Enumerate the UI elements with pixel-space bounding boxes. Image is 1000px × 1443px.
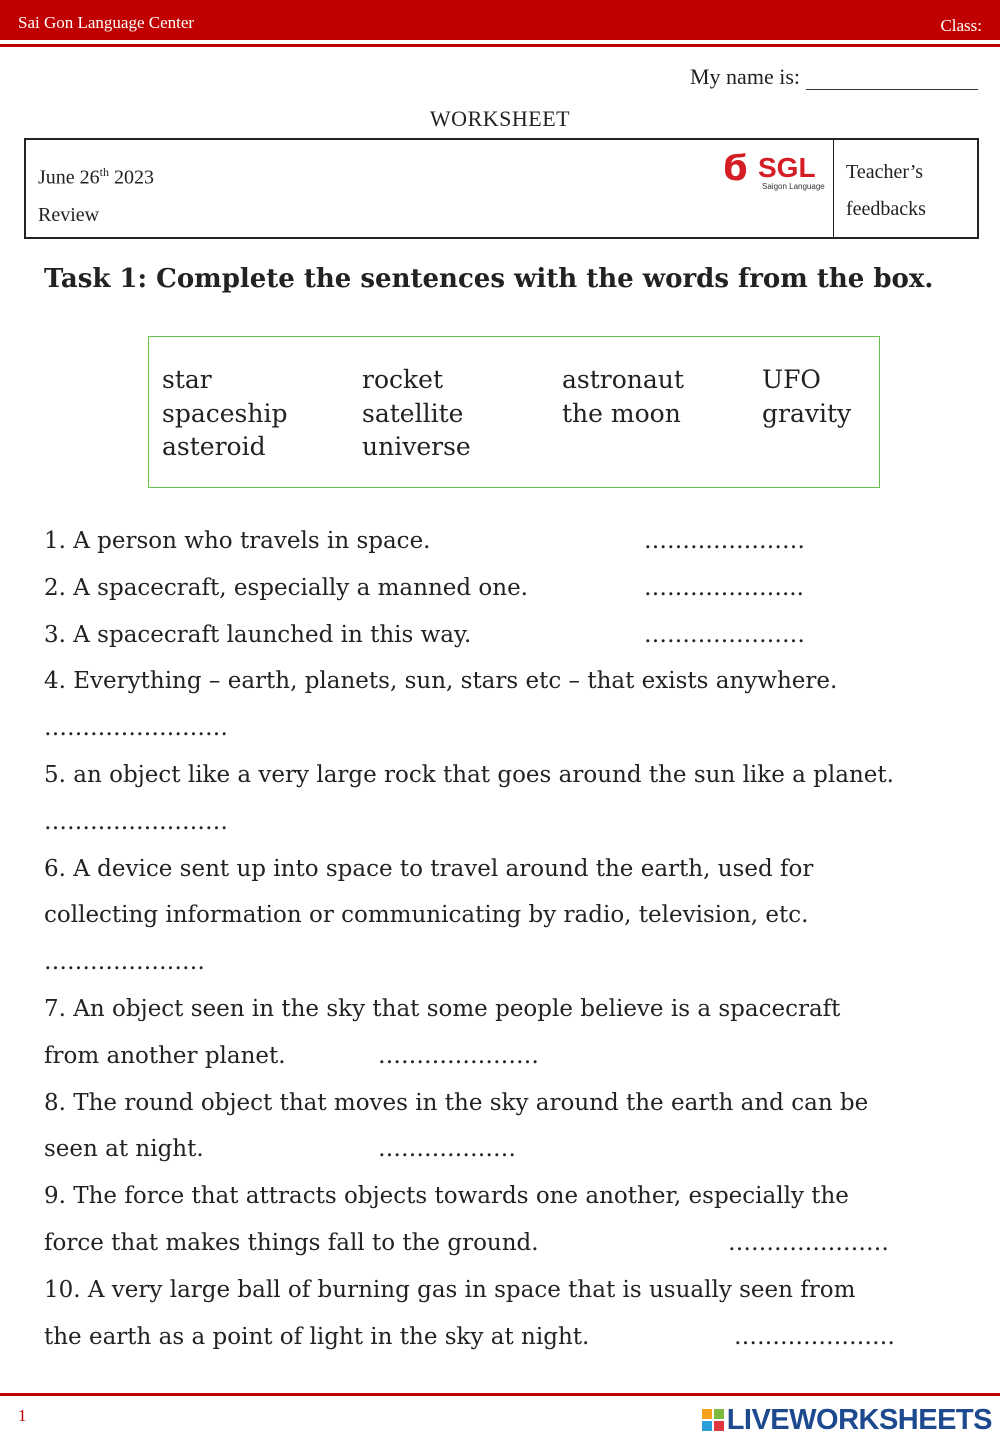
feedback-divider (833, 140, 834, 237)
class-label: Class: (940, 16, 982, 35)
sgl-logo-icon: ϭ (722, 148, 748, 189)
word: the moon (562, 398, 681, 428)
header-divider (0, 44, 1000, 47)
question-line: 6. A device sent up into space to travel around the earth, used for (44, 855, 814, 882)
question-line: the earth as a point of light in the sky at night. ………………… (44, 1314, 974, 1361)
sgl-logo: ϭ SGL Saigon Language (722, 148, 825, 191)
answer-blank[interactable]: ………………… (734, 1323, 895, 1350)
word: asteroid (162, 432, 266, 461)
question-line: 7. An object seen in the sky that some people believe is a spacecraft (44, 995, 841, 1022)
word: spaceship (162, 398, 288, 428)
page-number: 1 (18, 1406, 27, 1425)
question-line: 5. an object like a very large rock that goes around the sun like a planet. (44, 761, 894, 788)
answer-blank[interactable]: ……………… (378, 1136, 516, 1163)
teacher-feedback: Teacher’s feedbacks (846, 161, 926, 220)
word: star (162, 365, 212, 394)
answer-blank[interactable]: ………………… (728, 1229, 889, 1256)
word: satellite (362, 398, 464, 428)
date: June 26th 2023 (38, 165, 155, 189)
word: UFO (762, 365, 821, 394)
word: universe (362, 432, 471, 461)
name-blank[interactable] (806, 69, 978, 90)
worksheet-title: WORKSHEET (429, 106, 571, 131)
answer-blank[interactable]: ………………… (644, 621, 805, 648)
question-line: 1. A person who travels in space. ………………… (44, 518, 974, 565)
question-line: 9. The force that attracts objects towards one another, especially the (44, 1183, 849, 1210)
answer-blank[interactable]: ………………… (44, 949, 205, 976)
info-box (24, 138, 979, 239)
name-label: My name is: (690, 64, 800, 89)
question-line: force that makes things fall to the ground. ………………… (44, 1220, 974, 1267)
topic: Review (38, 203, 100, 226)
question-line: 10. A very large ball of burning gas in space that is usually seen from (44, 1276, 856, 1303)
question-line: 8. The round object that moves in the sky around the earth and can be (44, 1089, 869, 1116)
word-box (148, 336, 880, 488)
question-line: seen at night. ……………… (44, 1126, 974, 1173)
answer-blank[interactable]: …………………… (44, 808, 228, 835)
word-grid (162, 363, 882, 464)
word: astronaut (562, 365, 684, 394)
question-line: collecting information or communicating by radio, television, etc. (44, 902, 809, 929)
center-name: Sai Gon Language Center (18, 13, 195, 32)
word: rocket (362, 365, 443, 394)
answer-blank[interactable]: ………………… (644, 528, 805, 554)
footer-divider (0, 1393, 1000, 1396)
answer-blank[interactable]: ………………... (644, 574, 804, 601)
date-topic (38, 154, 154, 234)
name-row (690, 64, 978, 90)
question-line: 3. A spacecraft launched in this way. ………………… (44, 612, 974, 659)
answer-blank[interactable]: ………………… (378, 1042, 539, 1069)
liveworksheets-logo[interactable]: LIVEWORKSHEETS (702, 1404, 992, 1437)
question-line: 2. A spacecraft, especially a manned one. ………………... (44, 565, 974, 612)
question-line: 4. Everything – earth, planets, sun, stars etc – that exists anywhere. (44, 668, 838, 695)
question-line: from another planet. ………………… (44, 1033, 974, 1080)
answer-blank[interactable]: …………………… (44, 715, 228, 742)
word: gravity (762, 398, 852, 428)
liveworksheets-icon (702, 1409, 724, 1431)
question-list (44, 518, 974, 1360)
header-bar (0, 0, 1000, 40)
task1-title: Task 1: Complete the sentences with the words from the box. (44, 264, 934, 294)
